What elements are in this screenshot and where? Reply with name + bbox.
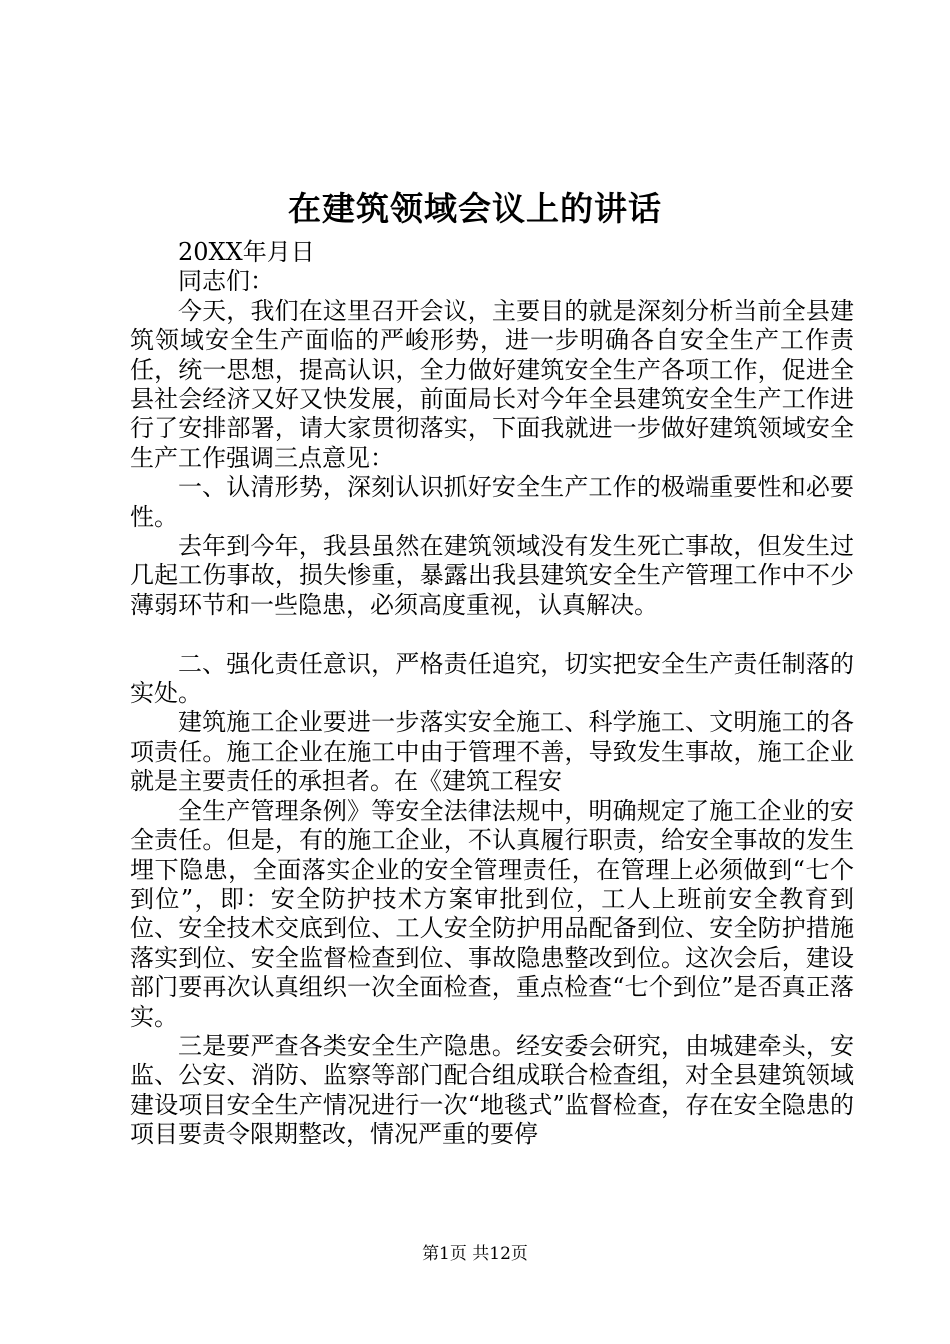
paragraph-section-2b: 全生产管理条例》等安全法律法规中，明确规定了施工企业的安全责任。但是，有的施工企业，不认真履行职责，给安全事故的发生埋下隐患，全面落实企业的安全管理责任，在管理上必须做到“七个到位”，即：安全防护技术方案审批到位，工人上班前安全教育到位、安全技术交底到位、工人安全防护用品配备到位、安全防护措施落实到位、安全监督检查到位、事故隐患整改到位。这次会后，建设部门要再次认真组织一次全面检查，重点检查“七个到位”是否真正落实。 [130,796,854,1031]
paragraph-section-1: 去年到今年，我县虽然在建筑领域没有发生死亡事故，但发生过几起工伤事故，损失惨重，暴露出我县建筑安全生产管理工作中不少薄弱环节和一些隐患，必须高度重视，认真解决。 [130,532,854,619]
page-number: 第1页 [422,1244,467,1264]
heading-section-2: 二、强化责任意识，严格责任追究，切实把安全生产责任制落的实处。 [130,649,854,708]
paragraph-intro: 今天，我们在这里召开会议，主要目的就是深刻分析当前全县建筑领域安全生产面临的严峻形势，进一步明确各自安全生产工作责任，统一思想，提高认识，全力做好建筑安全生产各项工作，促进全县社会经济又好又快发展，前面局长对今年全县建筑安全生产工作进行了安排部署，请大家贯彻落实，下面我就进一步做好建筑领域安全生产工作强调三点意见： [130,296,854,472]
page-footer [0,1242,950,1266]
document-title: 在建筑领域会议上的讲话 [288,189,662,228]
blank-line [130,620,854,649]
date-line: 20XX年月日 [178,238,315,266]
greeting-line: 同志们： [178,267,274,296]
document-body [130,238,854,1150]
paragraph-section-3: 三是要严查各类安全生产隐患。经安委会研究，由城建牵头，安监、公安、消防、监察等部门配合组成联合检查组，对全县建筑领域建设项目安全生产情况进行一次“地毯式”监督检查，存在安全隐患的项目要责令限期整改，情况严重的要停 [130,1031,854,1149]
page-total: 共12页 [472,1244,528,1264]
heading-section-1: 一、认清形势，深刻认识抓好安全生产工作的极端重要性和必要性。 [130,473,854,531]
paragraph-section-2a: 建筑施工企业要进一步落实安全施工、科学施工、文明施工的各项责任。施工企业在施工中由于管理不善，导致发生事故，施工企业就是主要责任的承担者。在《建筑工程安 [130,708,854,796]
